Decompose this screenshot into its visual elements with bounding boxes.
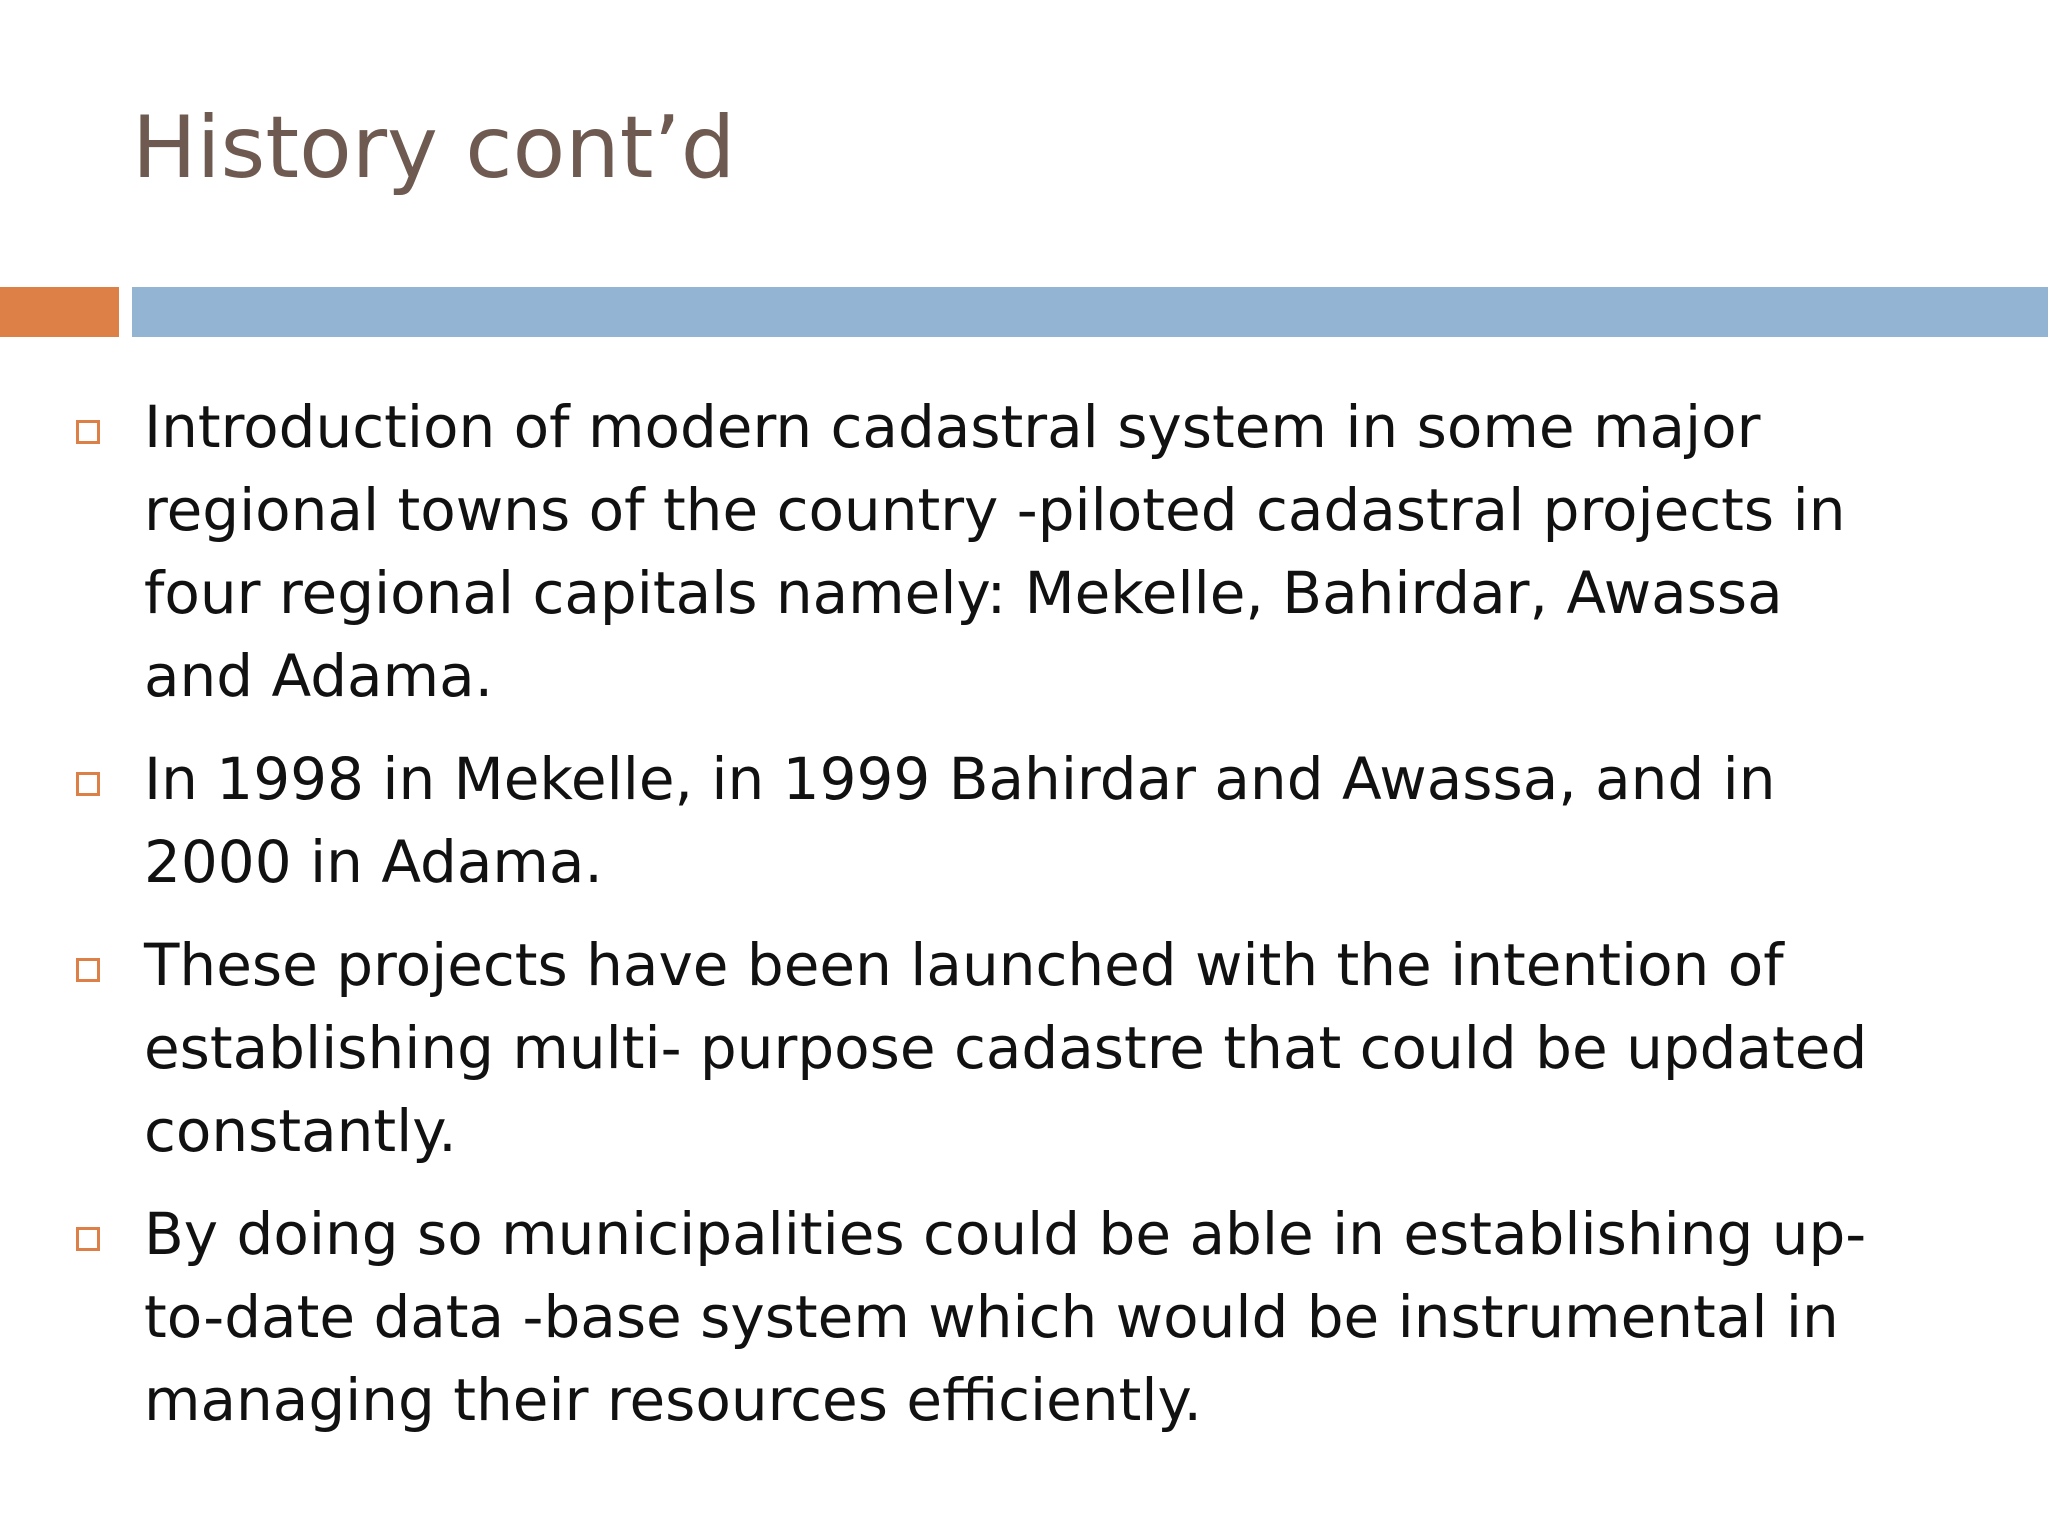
accent-bar-blue xyxy=(132,287,2048,337)
hollow-square-icon xyxy=(76,420,100,444)
slide-title: History cont’d xyxy=(132,98,736,198)
hollow-square-icon xyxy=(76,1227,100,1251)
bullet-text: In 1998 in Mekelle, in 1999 Bahirdar and Awassa, and in 2000 in Adama. xyxy=(144,745,1776,896)
accent-bar-orange xyxy=(0,287,119,337)
bullet-item xyxy=(72,738,1972,904)
bullet-item xyxy=(72,924,1972,1173)
hollow-square-icon xyxy=(76,772,100,796)
bullet-text: By doing so municipalities could be able in establishing up- to-date data -base system which would be instrumental in managing their resources efficiently. xyxy=(144,1200,1867,1434)
bullet-text: These projects have been launched with the intention of establishing multi- purpose cadastre that could be updated constantly. xyxy=(144,931,1868,1165)
bullet-item xyxy=(72,1193,1972,1442)
bullet-item xyxy=(72,386,1972,718)
bullet-list xyxy=(72,386,1972,1462)
bullet-text: Introduction of modern cadastral system in some major regional towns of the country -piloted cadastral projects in four regional capitals namely: Mekelle, Bahirdar, Awassa and Adama. xyxy=(144,393,1846,710)
hollow-square-icon xyxy=(76,958,100,982)
